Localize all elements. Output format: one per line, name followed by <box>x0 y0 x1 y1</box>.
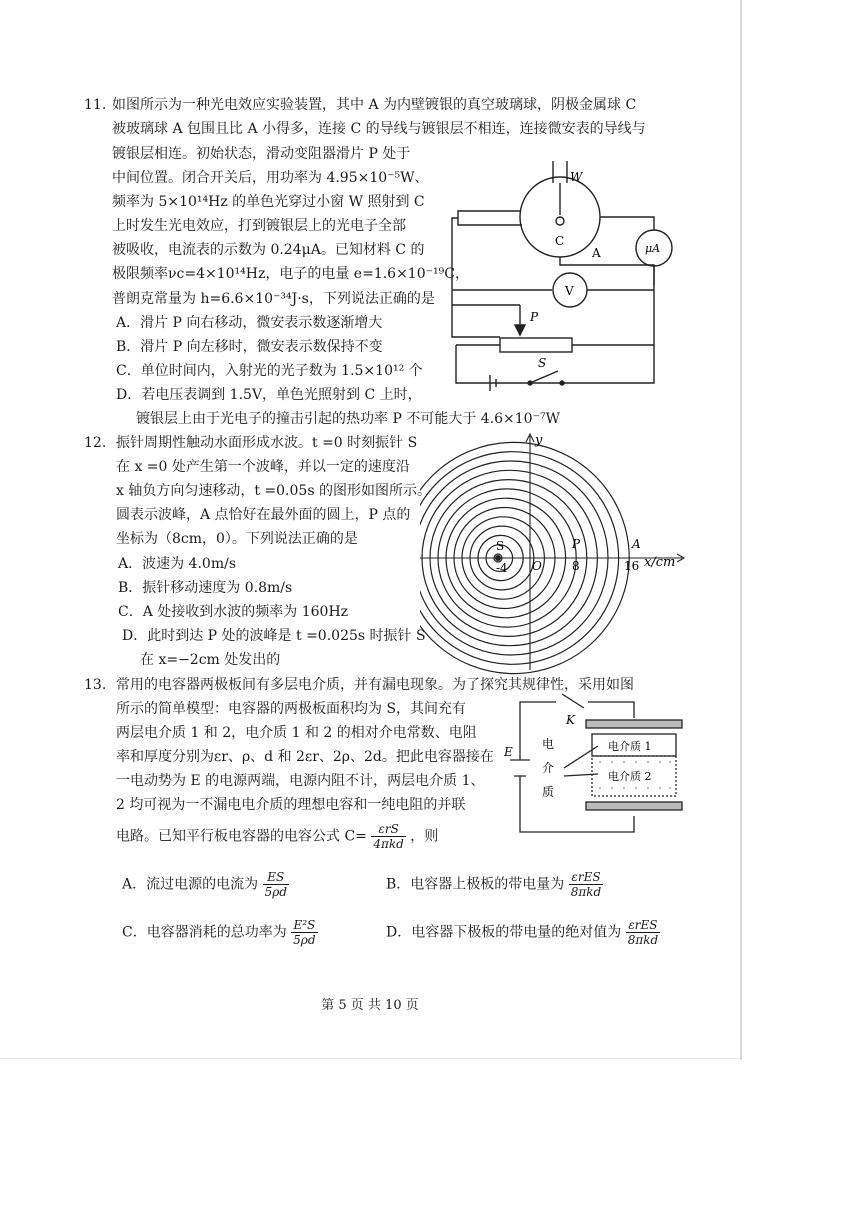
q13-number: 13. <box>84 677 107 693</box>
formula-denominator: 4πkd <box>373 837 404 851</box>
formula-numerator: εrS <box>371 822 405 837</box>
q13-option-c <box>122 918 318 947</box>
q12-option-b: B．振针移动速度为 0.8m/s <box>118 580 293 596</box>
label-c: C <box>555 234 565 248</box>
switch-k <box>562 694 584 708</box>
page-bottom-edge <box>0 1058 740 1059</box>
label-medium-1: 电 <box>542 737 555 751</box>
tick-16: 16 <box>624 559 640 573</box>
q12-wave-diagram <box>420 430 690 680</box>
label-a: A <box>592 246 601 260</box>
q13-option-d-fraction <box>626 918 660 947</box>
point-a-label: A <box>632 537 641 551</box>
formula-suffix: ，则 <box>410 828 439 845</box>
q12-option-c: C．A 处接收到水波的频率为 160Hz <box>118 604 349 620</box>
origin-label: O <box>532 559 542 573</box>
q13-option-c-num: E²S <box>291 918 317 933</box>
q13-line-4: 率和厚度分别为εr、ρ、d 和 2εr、2ρ、2d。把此电容器接在 <box>116 749 494 765</box>
q11-line-4: 中间位置。闭合开关后，用功率为 4.95×10⁻⁵W、 <box>112 170 429 186</box>
q12-line-3: x 轴负方向匀速移动，t =0.05s 的图形如图所示。 <box>116 483 431 499</box>
q13-option-a-den: 5ρd <box>264 885 287 899</box>
q11-option-d: D．若电压表调到 1.5V，单色光照射到 C 上时， <box>116 387 422 403</box>
label-k: K <box>566 713 575 727</box>
tick-neg-4: -4 <box>496 561 508 575</box>
rheostat <box>500 338 572 352</box>
q13-option-a <box>122 870 289 899</box>
q11-line-3: 镀银层相连。初始状态，滑动变阻器滑片 P 处于 <box>112 146 411 162</box>
q11-line-2: 被玻璃球 A 包围且比 A 小得多，连接 C 的导线与镀银层不相连，连接微安表的导线与 <box>112 121 646 137</box>
q13-option-c-text: C．电容器消耗的总功率为 <box>122 924 287 941</box>
lower-plate <box>586 802 682 810</box>
q11-line-8: 极限频率νc=4×10¹⁴Hz，电子的电量 e=1.6×10⁻¹⁹C， <box>112 266 469 282</box>
label-dielectric-2: 电介质 2 <box>608 770 652 783</box>
upper-plate <box>586 720 682 728</box>
q11-line-1: 如图所示为一种光电效应实验装置，其中 A 为内壁镀银的真空玻璃球，阴极金属球 C <box>112 97 637 113</box>
q11-line-9: 普朗克常量为 h=6.6×10⁻³⁴J·s，下列说法正确的是 <box>112 291 435 307</box>
q12-line-4: 圆表示波峰，A 点恰好在最外面的圆上，P 点的 <box>116 507 411 523</box>
q12-option-d-cont: 在 x=−2cm 处发出的 <box>140 652 281 668</box>
q12-line-1: 振针周期性触动水面形成水波。t =0 时刻振针 S <box>116 435 418 451</box>
label-voltmeter: V <box>565 284 574 298</box>
label-dielectric-1: 电介质 1 <box>608 740 652 753</box>
q12-line-5: 坐标为（8cm，0）。下列说法正确的是 <box>116 531 358 547</box>
label-w: W <box>570 170 583 184</box>
q11-option-c: C．单位时间内，入射光的光子数为 1.5×10¹² 个 <box>116 363 423 379</box>
q13-option-b-num: εrES <box>569 870 603 885</box>
q11-option-a: A．滑片 P 向右移动，微安表示数逐渐增大 <box>116 315 383 331</box>
page-footer: 第 5 页 共 10 页 <box>321 998 419 1013</box>
q13-option-b <box>386 870 603 899</box>
formula-prefix: 电路。已知平行板电容器的电容公式 C= <box>116 828 367 845</box>
q12-option-d: D．此时到达 P 处的波峰是 t =0.025s 时振针 S <box>122 628 426 644</box>
q11-line-6: 上时发生光电效应，打到镀银层上的光电子全部 <box>112 218 406 234</box>
q13-capacitance-formula <box>116 822 438 851</box>
q11-circuit-diagram <box>440 155 690 400</box>
label-medium-2: 介 <box>542 761 555 775</box>
q13-line-6: 2 均可视为一不漏电电介质的理想电容和一纯电阻的并联 <box>116 797 466 813</box>
q11-number: 11. <box>84 97 107 113</box>
q13-option-d <box>386 918 660 947</box>
q12-number: 12. <box>84 435 107 451</box>
source-label: S <box>496 539 505 553</box>
y-axis-label: y <box>535 433 543 448</box>
page-edge <box>740 0 742 1060</box>
formula-fraction <box>371 822 405 851</box>
q12-line-2: 在 x =0 处产生第一个波峰，并以一定的速度沿 <box>116 459 410 475</box>
label-e: E <box>504 745 513 759</box>
label-medium-3: 质 <box>542 785 555 799</box>
tick-8: 8 <box>572 559 580 573</box>
q11-option-b: B．滑片 P 向左移时，微安表示数保持不变 <box>116 339 383 355</box>
cathode-sphere-c <box>556 217 564 225</box>
q11-option-d-cont: 镀银层上由于光电子的撞击引起的热功率 P 不可能大于 4.6×10⁻⁷W <box>136 411 560 427</box>
q13-option-b-den: 8πkd <box>570 885 602 899</box>
q13-option-d-num: εrES <box>626 918 660 933</box>
q13-line-1: 常用的电容器两极板间有多层电介质，并有漏电现象。为了探究其规律性，采用如图 <box>116 677 634 693</box>
q11-line-7: 被吸收，电流表的示数为 0.24μA。已知材料 C 的 <box>112 242 425 258</box>
q13-line-5: 一电动势为 E 的电源两端，电源内阻不计，两层电介质 1、 <box>116 773 485 789</box>
q13-capacitor-diagram <box>500 690 700 840</box>
q13-line-2: 所示的简单模型：电容器的两极板面积均为 S，其间充有 <box>116 701 467 717</box>
label-s: S <box>538 356 547 370</box>
q12-option-a: A．波速为 4.0m/s <box>118 556 237 572</box>
q13-option-b-text: B．电容器上极板的带电量为 <box>386 876 565 893</box>
q13-option-a-fraction <box>263 870 289 899</box>
q13-line-3: 两层电介质 1 和 2，电介质 1 和 2 的相对介电常数、电阻 <box>116 725 477 741</box>
q13-option-a-text: A．流过电源的电流为 <box>122 876 259 893</box>
q13-option-c-fraction <box>291 918 317 947</box>
q13-option-c-den: 5ρd <box>293 933 316 947</box>
q13-option-d-text: D．电容器下极板的带电量的绝对值为 <box>386 924 622 941</box>
q13-option-a-num: ES <box>263 870 289 885</box>
label-p: P <box>530 310 539 324</box>
q13-option-b-fraction <box>569 870 603 899</box>
q11-line-5: 频率为 5×10¹⁴Hz 的单色光穿过小窗 W 照射到 C <box>112 194 425 210</box>
x-axis-label: x/cm <box>644 555 676 570</box>
battery-e <box>510 760 530 776</box>
q13-option-d-den: 8πkd <box>627 933 659 947</box>
point-p-label: P <box>572 537 581 551</box>
label-microammeter: μA <box>645 242 661 255</box>
